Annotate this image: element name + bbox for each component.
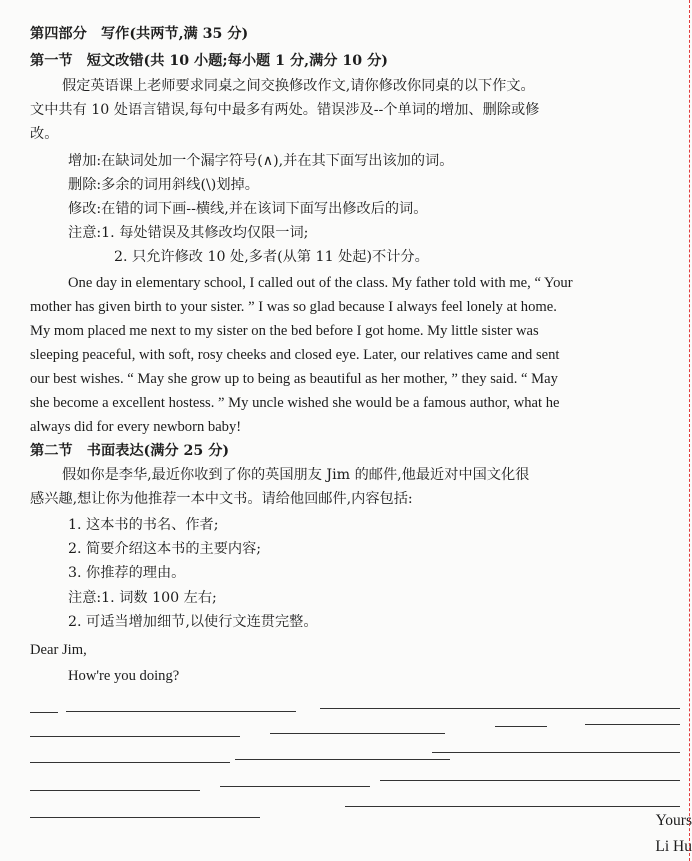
answer-line	[495, 726, 547, 727]
answer-line	[30, 712, 58, 713]
answer-line	[30, 790, 200, 791]
rule-note-2: 2. 只允许修改 10 处,多者(从第 11 处起)不计分。	[114, 249, 429, 265]
writing-note-2: 2. 可适当增加细节,以使行文连贯完整。	[68, 614, 318, 630]
passage-line: our best wishes. “ May she grow up to being as beautiful as her mother, ” they said. “ May	[30, 371, 558, 387]
part-heading: 第四部分 写作(共两节,满 35 分)	[30, 26, 249, 42]
answer-line	[66, 711, 296, 712]
answer-line	[220, 786, 370, 787]
letter-opening: How're you doing?	[68, 668, 180, 684]
letter-signature: Li Hu	[655, 838, 692, 855]
rule-note-1: 注意:1. 每处错误及其修改均仅限一词;	[68, 225, 309, 241]
passage-line: she become a excellent hostess. ” My uncle wished she would be a famous author, what he	[30, 395, 560, 411]
rule-delete: 删除:多余的词用斜线(\)划掉。	[68, 177, 259, 193]
answer-line	[345, 806, 680, 807]
answer-line	[585, 724, 680, 725]
answer-line	[380, 780, 680, 781]
cut-line	[689, 0, 690, 861]
answer-line	[320, 708, 680, 709]
passage-line: One day in elementary school, I called out of the class. My father told with me, “ Your	[68, 275, 573, 291]
answer-line	[30, 736, 240, 737]
section1-intro-line: 假定英语课上老师要求同桌之间交换修改作文,请你修改你同桌的以下作文。	[62, 78, 535, 94]
section1-intro-line: 改。	[30, 126, 59, 142]
content-point: 2. 简要介绍这本书的主要内容;	[68, 541, 262, 557]
content-point: 1. 这本书的书名、作者;	[68, 517, 219, 533]
content-point: 3. 你推荐的理由。	[68, 565, 186, 581]
answer-line	[30, 762, 230, 763]
passage-line: always did for every newborn baby!	[30, 419, 242, 435]
rule-modify: 修改:在错的词下画--横线,并在该词下面写出修改后的词。	[68, 201, 428, 217]
section1-intro-line: 文中共有 10 处语言错误,每句中最多有两处。错误涉及--个单词的增加、删除或修	[30, 102, 540, 118]
passage-line: sleeping peaceful, with soft, rosy cheeks and closed eye. Later, our relatives came and sent	[30, 347, 560, 363]
answer-line	[432, 752, 680, 753]
section2-heading: 第二节 书面表达(满分 25 分)	[30, 443, 230, 459]
section2-intro-line: 假如你是李华,最近你收到了你的英国朋友 Jim 的邮件,他最近对中国文化很	[62, 467, 530, 483]
section1-heading: 第一节 短文改错(共 10 小题;每小题 1 分,满分 10 分)	[30, 53, 388, 69]
letter-closing: Yours	[655, 812, 692, 829]
answer-line	[235, 759, 450, 760]
answer-line	[30, 817, 260, 818]
answer-line	[270, 733, 445, 734]
rule-add: 增加:在缺词处加一个漏字符号(∧),并在其下面写出该加的词。	[68, 153, 454, 169]
letter-salutation: Dear Jim,	[30, 642, 87, 658]
section2-intro-line: 感兴趣,想让你为他推荐一本中文书。请给他回邮件,内容包括:	[30, 491, 413, 507]
passage-line: mother has given birth to your sister. ” I was so glad because I always feel lonely at home.	[30, 299, 557, 315]
writing-note-1: 注意:1. 词数 100 左右;	[68, 590, 217, 606]
passage-line: My mom placed me next to my sister on the bed before I got home. My little sister was	[30, 323, 539, 339]
